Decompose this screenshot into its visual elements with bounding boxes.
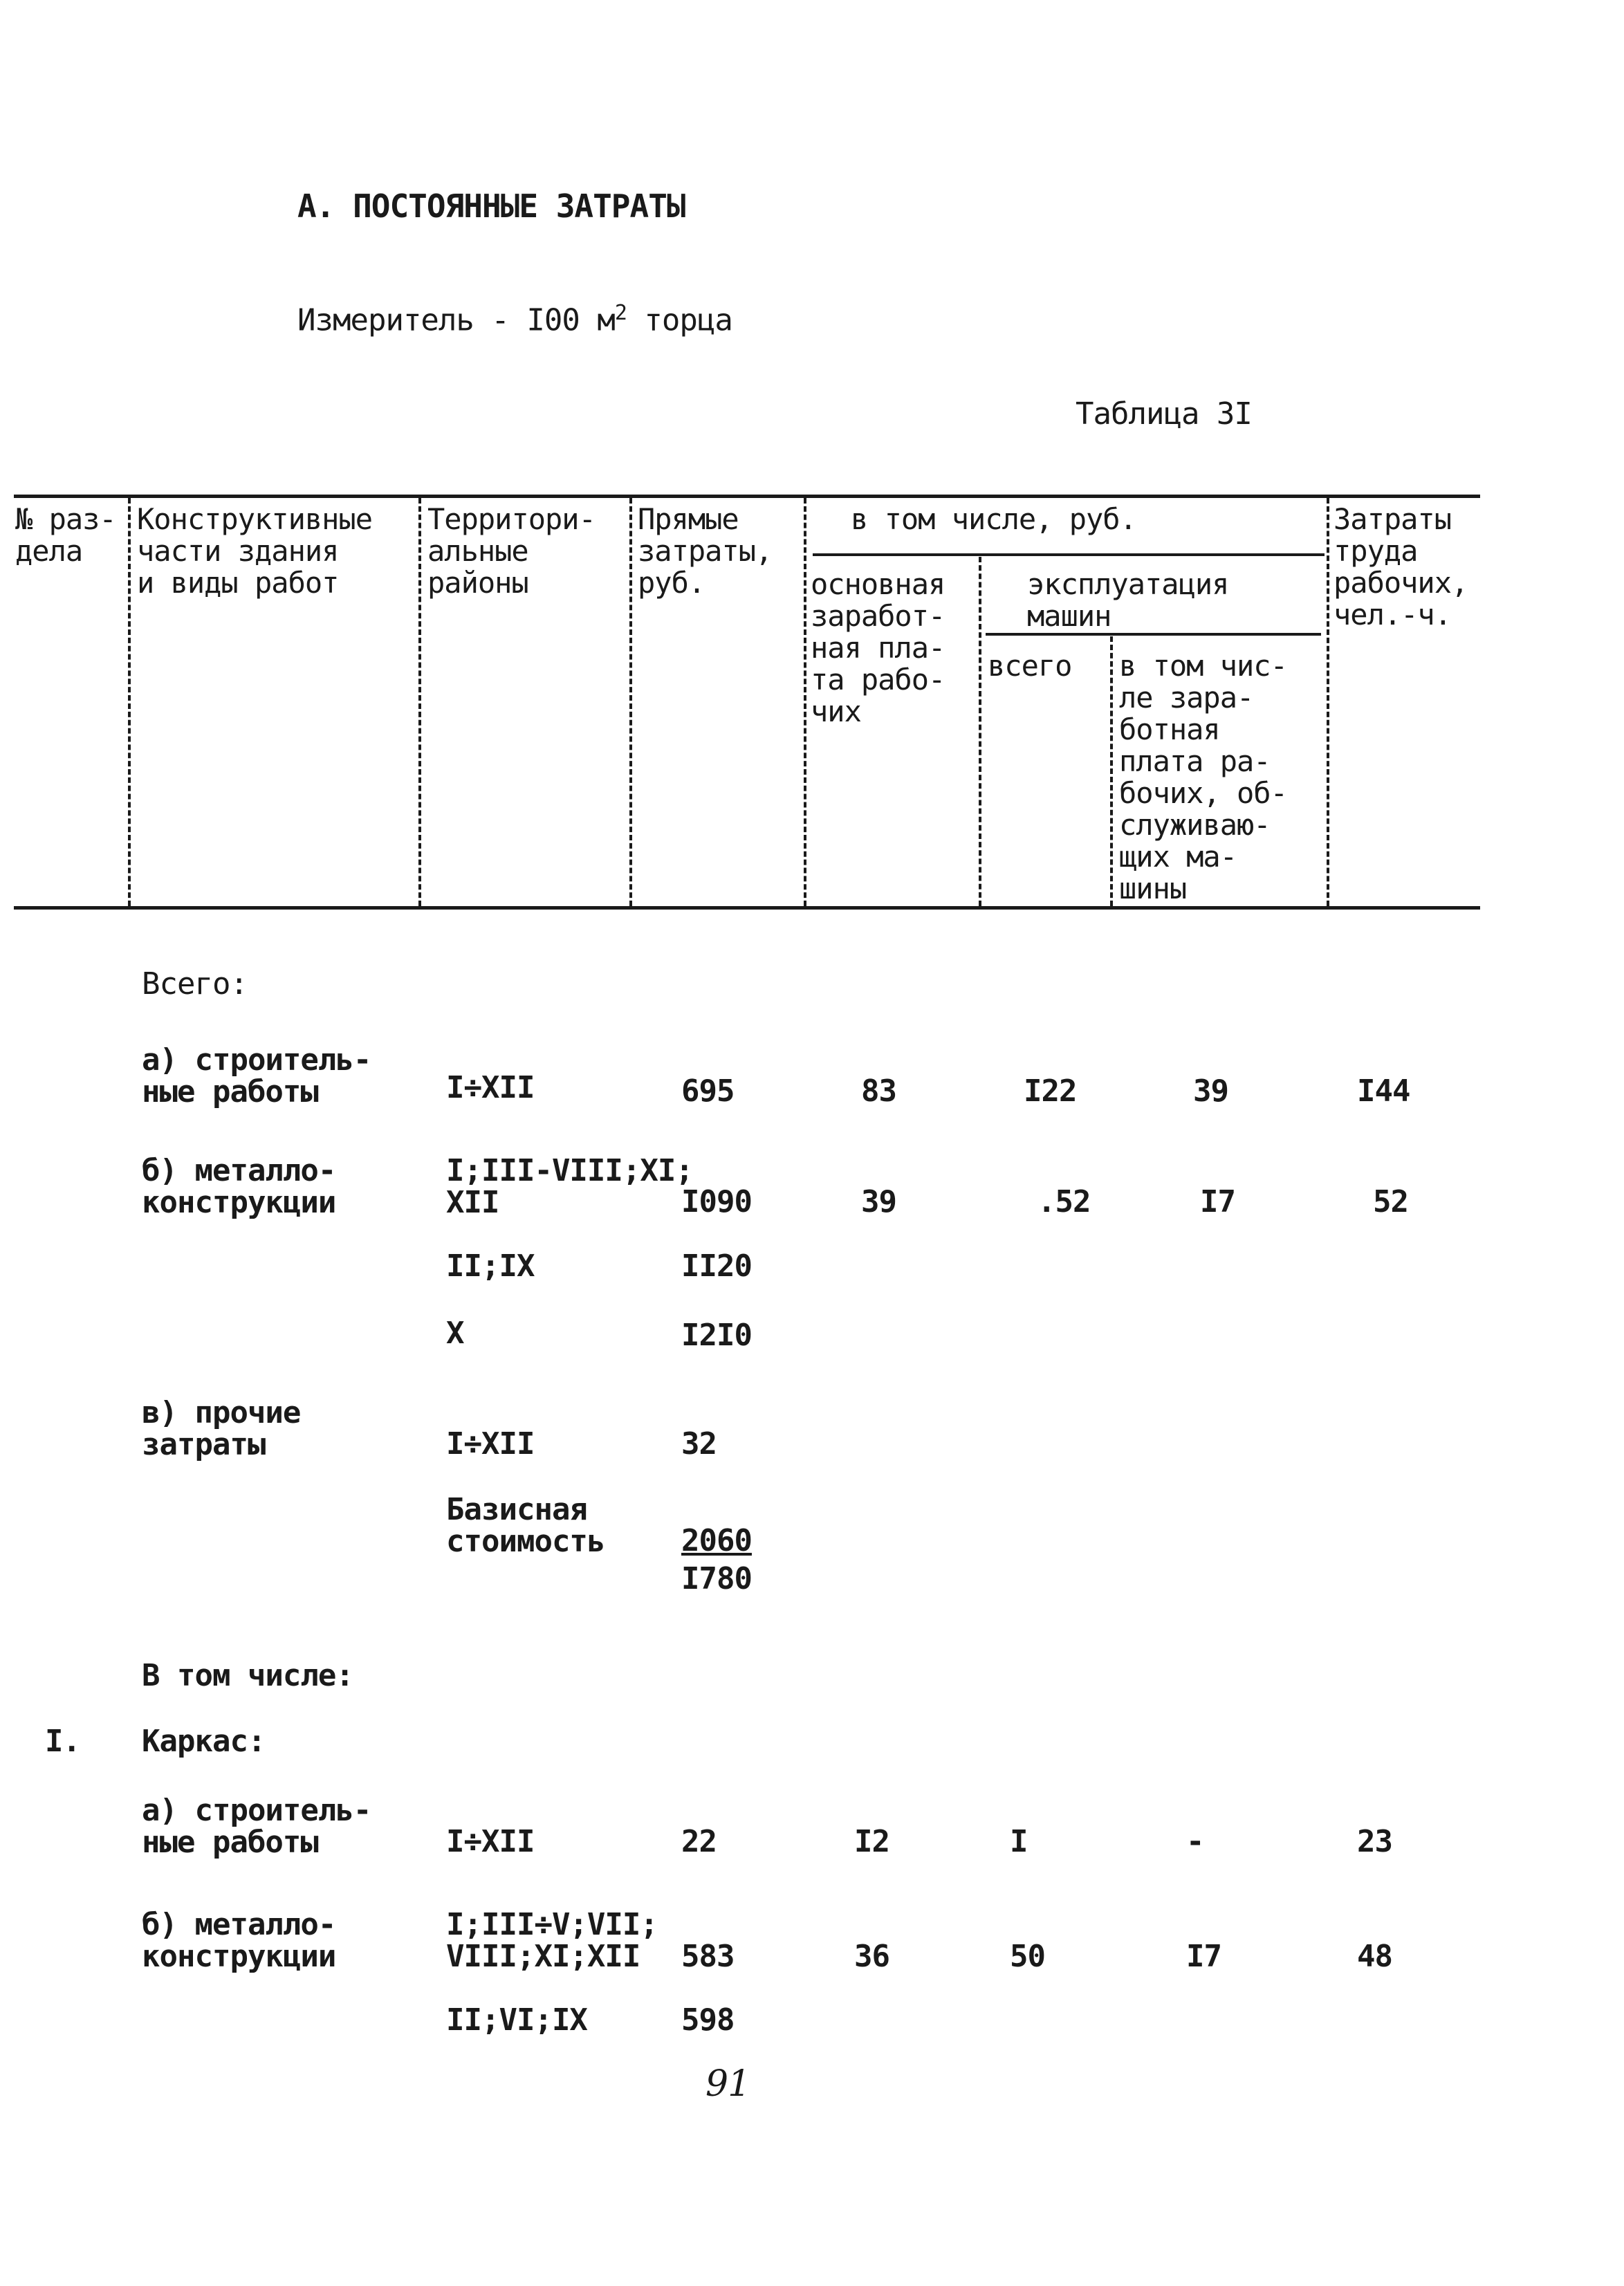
row5-region: I÷XII bbox=[446, 1426, 535, 1462]
measure-suffix: торца bbox=[626, 302, 732, 338]
row1-direct: 695 bbox=[681, 1073, 735, 1109]
header-regions: Территори- альные районы bbox=[427, 502, 596, 600]
row3-direct: II20 bbox=[681, 1248, 752, 1284]
basis-cost-label: Базисная стоимость bbox=[446, 1492, 605, 1559]
basis-cost-top: 2060 bbox=[681, 1523, 752, 1558]
header-including: в том числе, руб. bbox=[851, 502, 1136, 536]
row2-machine-wage: I7 bbox=[1200, 1184, 1235, 1219]
col-sep-1 bbox=[128, 498, 131, 906]
col-sep-5 bbox=[979, 557, 981, 906]
header-labor-costs: Затраты труда рабочих, чел.-ч. bbox=[1334, 502, 1468, 632]
row2-name: б) металло- конструкции bbox=[142, 1153, 336, 1220]
row1-machines: I22 bbox=[1024, 1073, 1077, 1109]
page-number: 91 bbox=[705, 2063, 750, 2105]
table-header-bottom-rule bbox=[14, 906, 1480, 910]
section1-number: I. bbox=[45, 1724, 80, 1759]
including-label: В том числе: bbox=[142, 1658, 353, 1693]
row8-region: II;VI;IX bbox=[446, 2002, 587, 2038]
header-base-wage: основная заработ- ная пла- та рабо- чих bbox=[811, 567, 945, 728]
row7-direct: 583 bbox=[681, 1939, 735, 1974]
total-label: Всего: bbox=[142, 966, 248, 1002]
header-building-parts: Конструктивные части здания и виды работ bbox=[137, 502, 373, 600]
row6-region: I÷XII bbox=[446, 1824, 535, 1859]
table-top-rule bbox=[14, 495, 1480, 498]
row5-name: в) прочие затраты bbox=[142, 1395, 301, 1462]
col-sep-6 bbox=[1110, 636, 1113, 906]
row8-direct: 598 bbox=[681, 2002, 735, 2038]
col-sep-2 bbox=[418, 498, 421, 906]
table-label: Таблица 3I bbox=[1076, 396, 1252, 432]
row2-machines: .52 bbox=[1037, 1184, 1091, 1219]
header-machine-wage: в том чис- ле зара- ботная плата ра- бочих, об- служиваю- щих ма- шины bbox=[1119, 649, 1287, 905]
page-title: А. ПОСТОЯННЫЕ ЗАТРАТЫ bbox=[297, 187, 685, 225]
header-machine-total: всего bbox=[988, 649, 1072, 683]
section1-name: Каркас: bbox=[142, 1724, 266, 1759]
col-sep-4 bbox=[804, 498, 806, 906]
row3-region: II;IX bbox=[446, 1248, 535, 1284]
header-section-number: № раз- дела bbox=[15, 502, 116, 568]
row2-direct: I090 bbox=[681, 1184, 752, 1219]
row6-machine-wage: - bbox=[1186, 1824, 1204, 1859]
col-sep-7 bbox=[1327, 498, 1329, 906]
row1-region: I÷XII bbox=[446, 1070, 535, 1105]
row6-direct: 22 bbox=[681, 1824, 717, 1859]
header-direct-costs: Прямые затраты, руб. bbox=[638, 502, 773, 600]
row4-region: X bbox=[446, 1316, 464, 1351]
row7-name: б) металло- конструкции bbox=[142, 1907, 336, 1974]
measure-prefix: Измеритель - I00 м bbox=[297, 302, 615, 338]
row7-wage: 36 bbox=[854, 1939, 889, 1974]
row1-machine-wage: 39 bbox=[1193, 1073, 1228, 1109]
row6-wage: I2 bbox=[854, 1824, 889, 1859]
header-machine-operation: эксплуатация машин bbox=[1027, 567, 1229, 633]
row4-direct: I2I0 bbox=[681, 1318, 752, 1353]
measure-superscript: 2 bbox=[614, 301, 627, 325]
row2-wage: 39 bbox=[861, 1184, 896, 1219]
col-sep-3 bbox=[629, 498, 632, 906]
row5-direct: 32 bbox=[681, 1426, 717, 1462]
basis-cost-bottom: I780 bbox=[681, 1561, 752, 1596]
row7-region: I;III÷V;VII; VIII;XI;XII bbox=[446, 1907, 658, 1974]
row1-wage: 83 bbox=[861, 1073, 896, 1109]
measure-line bbox=[297, 297, 732, 337]
row1-name: а) строитель- ные работы bbox=[142, 1042, 371, 1109]
group-incl-rule bbox=[813, 553, 1325, 556]
row7-labor: 48 bbox=[1357, 1939, 1392, 1974]
row6-labor: 23 bbox=[1357, 1824, 1392, 1859]
row2-region: I;III-VIII;XI; XII bbox=[446, 1153, 693, 1220]
row6-machines: I bbox=[1010, 1824, 1028, 1859]
row7-machines: 50 bbox=[1010, 1939, 1045, 1974]
row2-labor: 52 bbox=[1373, 1184, 1408, 1219]
row6-name: а) строитель- ные работы bbox=[142, 1793, 371, 1860]
group-machines-rule bbox=[986, 633, 1321, 636]
row1-labor: I44 bbox=[1357, 1073, 1410, 1109]
row7-machine-wage: I7 bbox=[1186, 1939, 1221, 1974]
